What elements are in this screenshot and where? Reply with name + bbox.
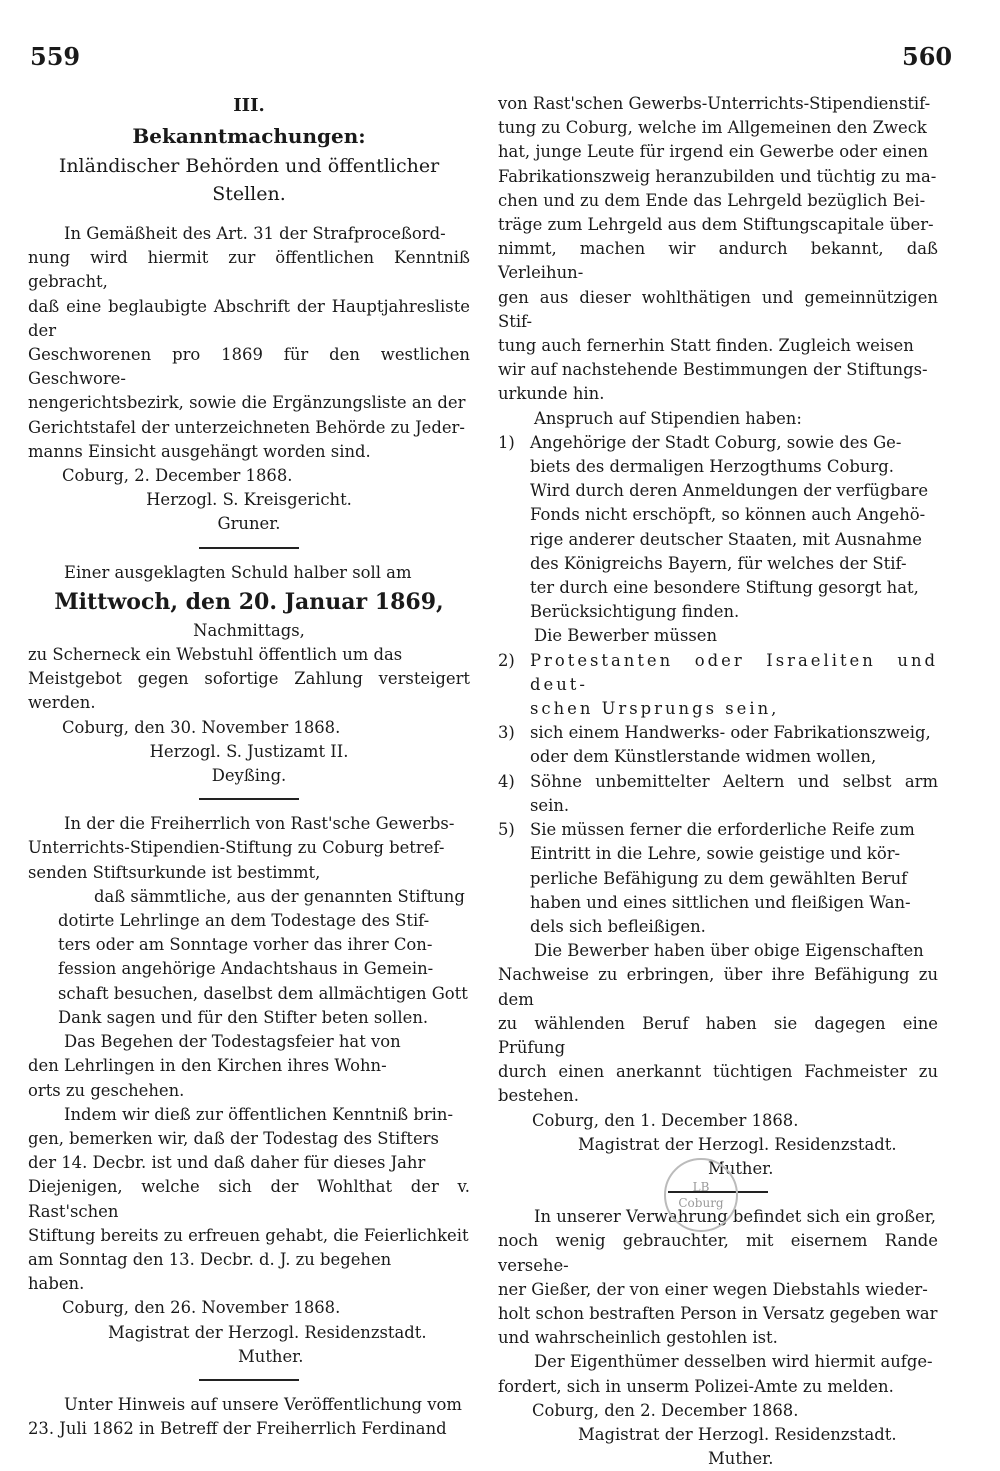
notice-memorial-day [28,812,470,1369]
notice-authority: Magistrat der Herzogl. Residenzstadt. [108,1322,427,1342]
section-title: Bekanntmachungen: [132,124,366,148]
section-number: III. [233,95,265,116]
list-line: biets des dermaligen Herzogthums Coburg. [530,457,894,477]
notice-signer: Muther. [708,1158,774,1178]
notice-line: träge zum Lehrgeld aus dem Stiftungscapitale über- [498,215,934,235]
applicants-must: Die Bewerber müssen [534,626,718,646]
list-line: Sie müssen ferner die erforderliche Reife zum [530,820,915,840]
notice-date: Coburg, den 1. December 1868. [532,1110,799,1130]
notice-line: In der die Freiherrlich von Rast'sche Gewerbs- [64,814,455,834]
list-line: Protestanten oder Israeliten und deut- [530,650,938,694]
notice-date: Coburg, 2. December 1868. [62,466,293,486]
notice-line: gen aus dieser wohlthätigen und gemeinnützigen Stif- [498,287,938,331]
notice-line: der 14. Decbr. ist und daß daher für dieses Jahr [28,1153,426,1173]
notice-line: Geschworenen pro 1869 für den westlichen Geschwore- [28,345,470,389]
notice-line: Fabrikationszweig heranzubilden und tüchtig zu ma- [498,166,937,186]
notice-authority: Herzogl. S. Kreisgericht. [146,490,352,510]
notice-line: ner Gießer, der von einer wegen Diebstahls wieder- [498,1279,928,1299]
list-line: schen Ursprungs sein, [530,699,780,719]
list-line: Angehörige der Stadt Coburg, sowie des Ge- [530,432,902,452]
notice-date: Coburg, den 26. November 1868. [62,1298,341,1318]
notice-line: tung zu Coburg, welche im Allgemeinen den Zweck [498,118,927,138]
list-line: perliche Befähigung zu dem gewählten Beruf [530,868,908,888]
divider [199,547,299,549]
notice-line: schaft besuchen, daselbst dem allmächtigen Gott [58,983,468,1003]
notice-authority: Herzogl. S. Justizamt II. [149,741,349,761]
notice-date: Coburg, den 2. December 1868. [532,1400,799,1420]
notice-line: manns Einsicht ausgehängt worden sind. [28,441,371,461]
list-item [498,649,938,722]
list-line: dels sich befleißigen. [530,916,706,936]
notice-line: Meistgebot gegen sofortige Zahlung versteigert werden. [28,669,470,713]
page-number-right: 560 [902,42,953,71]
notice-line: noch wenig gebrauchter, mit eisernem Rande versehe- [498,1231,938,1275]
notice-line: zu wählenden Beruf haben sie dagegen eine Prüfung [498,1013,938,1057]
notice-line: Unter Hinweis auf unsere Veröffentlichung vom [64,1394,462,1414]
notice-line: Dank sagen und für den Stifter beten sollen. [58,1007,429,1027]
list-number: 4) [498,771,515,791]
notice-line: wir auf nachstehende Bestimmungen der Stiftungs- [498,360,928,380]
auction-time: Nachmittags, [193,620,305,640]
left-column [28,92,470,1441]
notice-jury-list [28,222,470,537]
notice-line: Indem wir dieß zur öffentlichen Kenntniß brin- [64,1104,453,1124]
notice-date: Coburg, den 30. November 1868. [62,717,341,737]
auction-date: Mittwoch, den 20. Januar 1869, [54,588,444,615]
notice-found-property [498,1205,938,1471]
notice-line: daß sämmtliche, aus der genannten Stiftung [94,886,465,906]
page-number-left: 559 [30,42,81,71]
notice-line: daß eine beglaubigte Abschrift der Hauptjahresliste der [28,296,470,340]
list-item [498,721,938,769]
notice-line: durch einen anerkannt tüchtigen Fachmeister zu bestehen. [498,1062,938,1106]
section-subtitle: Inländischer Behörden und öffentlicher Stellen. [58,155,440,205]
notice-authority: Magistrat der Herzogl. Residenzstadt. [578,1424,897,1444]
notice-line: holt schon bestraften Person in Versatz gegeben war [498,1303,938,1323]
notice-stipend-continued [498,92,938,1181]
list-item [498,770,938,818]
list-number: 5) [498,820,515,840]
notice-line: nung wird hiermit zur öffentlichen Kenntniß gebracht, [28,248,470,292]
notice-line: Einer ausgeklagten Schuld halber soll am [64,562,412,582]
notice-line: haben. [28,1274,85,1294]
notice-stipend-start [28,1393,470,1441]
notice-line: 23. Juli 1862 in Betreff der Freiherrlich Ferdinand [28,1419,447,1439]
notice-line: Das Begehen der Todestagsfeier hat von [64,1032,401,1052]
stamp-text: Coburg [678,1196,724,1210]
list-line: Eintritt in die Lehre, sowie geistige und kör- [530,844,901,864]
list-line: Söhne unbemittelter Aeltern und selbst arm sein. [530,771,938,815]
notice-line: Diejenigen, welche sich der Wohlthat der v. Rast'schen [28,1177,470,1221]
notice-signer: Muther. [708,1449,774,1469]
notice-line: chen und zu dem Ende das Lehrgeld bezüglich Bei- [498,190,926,210]
notice-signer: Deyßing. [211,766,287,786]
list-line: Fonds nicht erschöpft, so können auch Angehö- [530,505,926,525]
right-column [498,92,938,1471]
notice-line: Der Eigenthümer desselben wird hiermit aufge- [534,1352,933,1372]
list-number: 3) [498,723,515,743]
list-line: Wird durch deren Anmeldungen der verfügbare [530,481,929,501]
notice-line: ters oder am Sonntage vorher das ihrer Con- [58,935,433,955]
notice-line: urkunde hin. [498,384,605,404]
notice-line: In unserer Verwahrung befindet sich ein großer, [534,1207,936,1227]
notice-line: tung auch fernerhin Statt finden. Zugleich weisen [498,336,914,356]
divider [199,1379,299,1381]
notice-line: und wahrscheinlich gestohlen ist. [498,1328,778,1348]
notice-line: Stiftung bereits zu erfreuen gehabt, die Feierlichkeit [28,1225,469,1245]
notice-auction [28,561,470,789]
notice-line: Unterrichts-Stipendien-Stiftung zu Coburg betref- [28,838,445,858]
notice-line: gen, bemerken wir, daß der Todestag des Stifters [28,1128,439,1148]
notice-line: hat, junge Leute für irgend ein Gewerbe oder einen [498,142,929,162]
notice-signer: Gruner. [217,514,281,534]
stipend-claim-heading: Anspruch auf Stipendien haben: [534,408,802,428]
list-line: haben und eines sittlichen und fleißigen Wan- [530,892,911,912]
list-number: 1) [498,432,515,452]
notice-line: nimmt, machen wir andurch bekannt, daß Verleihun- [498,239,938,283]
list-line: ter durch eine besondere Stiftung gesorgt hat, [530,578,919,598]
list-line: Berücksichtigung finden. [530,602,740,622]
notice-line: am Sonntag den 13. Decbr. d. J. zu begehen [28,1249,392,1269]
list-item [498,431,938,625]
notice-line: nengerichtsbezirk, sowie die Ergänzungsliste an der [28,393,466,413]
list-line: des Königreichs Bayern, für welches der Stif- [530,553,907,573]
notice-line: orts zu geschehen. [28,1080,185,1100]
list-line: sich einem Handwerks- oder Fabrikationszweig, [530,723,931,743]
notice-line: Die Bewerber haben über obige Eigenschaften [534,941,924,961]
notice-signer: Muther. [238,1346,304,1366]
notice-line: zu Scherneck ein Webstuhl öffentlich um das [28,645,403,665]
notice-line: In Gemäßheit des Art. 31 der Strafproceßord- [64,224,446,243]
notice-line: den Lehrlingen in den Kirchen ihres Wohn- [28,1056,387,1076]
list-line: rige anderer deutscher Staaten, mit Ausnahme [530,529,922,549]
notice-line: senden Stiftsurkunde ist bestimmt, [28,862,321,882]
notice-line: dotirte Lehrlinge an dem Todestage des Stif- [58,911,430,931]
stamp-text: LB [692,1180,710,1194]
notice-authority: Magistrat der Herzogl. Residenzstadt. [578,1134,897,1154]
notice-line: von Rast'schen Gewerbs-Unterrichts-Stipendienstif- [498,94,931,113]
list-number: 2) [498,650,515,670]
list-item [498,818,938,939]
notice-line: Nachweise zu erbringen, über ihre Befähigung zu dem [498,965,938,1009]
notice-line: Gerichtstafel der unterzeichneten Behörde zu Jeder- [28,417,465,437]
library-stamp [664,1158,738,1232]
notice-line: fordert, sich in unserm Polizei-Amte zu melden. [498,1376,894,1396]
list-line: oder dem Künstlerstande widmen wollen, [530,747,877,767]
divider [199,798,299,800]
notice-line: fession angehörige Andachtshaus in Gemein- [58,959,434,979]
